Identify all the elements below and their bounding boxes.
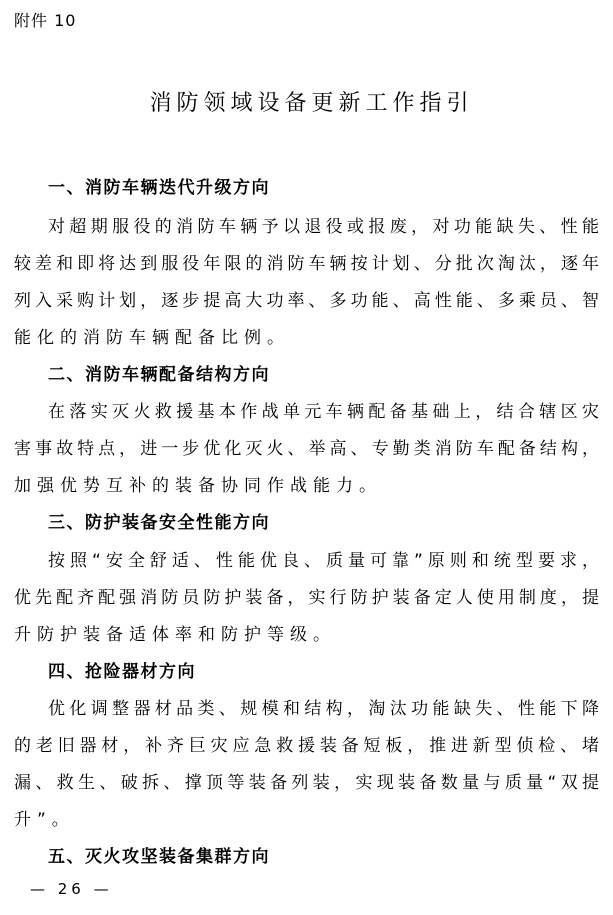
section-heading-3: 三、防护装备安全性能方向 — [48, 513, 270, 533]
paragraph-line: 的老旧器材，补齐巨灾应急救援装备短板，推进新型侦检、堵 — [14, 736, 599, 756]
section-heading-5: 五、灭火攻坚装备集群方向 — [48, 847, 270, 867]
paragraph-line: 升”。 — [14, 810, 75, 830]
paragraph-line: 加强优势互补的装备协同作战能力。 — [14, 476, 382, 496]
paragraph-line: 较差和即将达到服役年限的消防车辆按计划、分批次淘汰，逐年 — [14, 254, 599, 274]
paragraph-line: 害事故特点，进一步优化灭火、举高、专勤类消防车配备结构， — [14, 439, 599, 459]
section-heading-4: 四、抢险器材方向 — [48, 662, 196, 682]
paragraph-line: 优先配齐配强消防员防护装备，实行防护装备定人使用制度，提 — [14, 588, 599, 608]
section-heading-1: 一、消防车辆迭代升级方向 — [48, 178, 270, 198]
page-number: — 26 — — [30, 880, 113, 898]
paragraph-line: 对超期服役的消防车辆予以退役或报废，对功能缺失、性能 — [48, 217, 599, 237]
section-heading-2: 二、消防车辆配备结构方向 — [48, 365, 270, 385]
attachment-label: 附件 10 — [14, 11, 77, 30]
paragraph-line: 列入采购计划，逐步提高大功率、多功能、高性能、多乘员、智 — [14, 291, 599, 311]
paragraph-line: 升防护装备适体率和防护等级。 — [14, 625, 336, 645]
paragraph-line: 漏、救生、破拆、撑顶等装备列装，实现装备数量与质量“双提 — [14, 773, 599, 793]
paragraph-line: 能化的消防车辆配备比例。 — [14, 328, 290, 348]
document-title: 消防领域设备更新工作指引 — [149, 91, 474, 116]
paragraph-line: 在落实灭火救援基本作战单元车辆配备基础上，结合辖区灾 — [48, 402, 599, 422]
paragraph-line: 优化调整器材品类、规模和结构，淘汰功能缺失、性能下降 — [48, 699, 599, 719]
paragraph-line: 按照“安全舒适、性能优良、质量可靠”原则和统型要求， — [48, 551, 599, 571]
